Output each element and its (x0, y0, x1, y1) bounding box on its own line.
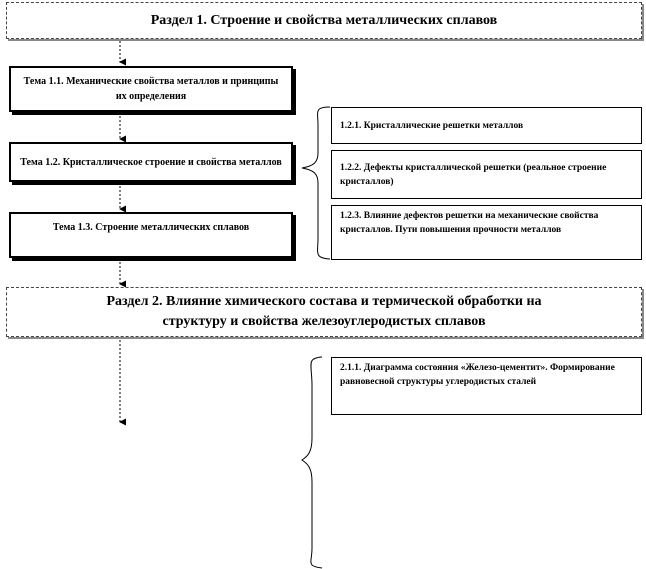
topic-1-2-label: Тема 1.2. Кристаллическое строение и свойства металлов (20, 156, 282, 168)
topic-1-1 (9, 66, 293, 112)
section-2 (6, 287, 642, 337)
subtopic-2-1-1 (331, 357, 642, 415)
subtopic-1-2-3 (331, 205, 642, 260)
subtopic-1-2-2-label: 1.2.2. Дефекты кристаллической решетки (реальное строение кристаллов) (340, 162, 607, 187)
section-1-title: Раздел 1. Строение и свойства металлических сплавов (150, 12, 498, 28)
subtopic-1-2-1-label: 1.2.1. Кристаллические решетки металлов (340, 120, 524, 131)
brace-topic2 (302, 107, 330, 259)
brace-section2 (302, 357, 322, 568)
topic-1-1-label: Тема 1.1. Механические свойства металлов и принципы их определения (23, 76, 279, 102)
section-1 (6, 2, 642, 39)
subtopic-1-2-1 (331, 107, 642, 144)
topic-1-3 (9, 212, 293, 258)
subtopic-1-2-2 (331, 150, 642, 199)
subtopic-1-2-3-label: 1.2.3. Влияние дефектов решетки на механические свойства кристаллов. Пути повышения прочности металлов (340, 211, 599, 235)
topic-1-3-label: Тема 1.3. Строение металлических сплавов (52, 222, 250, 233)
section-2-line-2: структуру и свойства железоуглеродистых сплавов (162, 314, 486, 329)
section-2-line-1: Раздел 2. Влияние химического состава и термической обработки на (106, 294, 542, 309)
topic-1-2 (9, 142, 293, 182)
subtopic-2-1-1-label: 2.1.1. Диаграмма состояния «Железо-цементит». Формирование равновесной структуры углеродистых сталей (340, 363, 615, 387)
